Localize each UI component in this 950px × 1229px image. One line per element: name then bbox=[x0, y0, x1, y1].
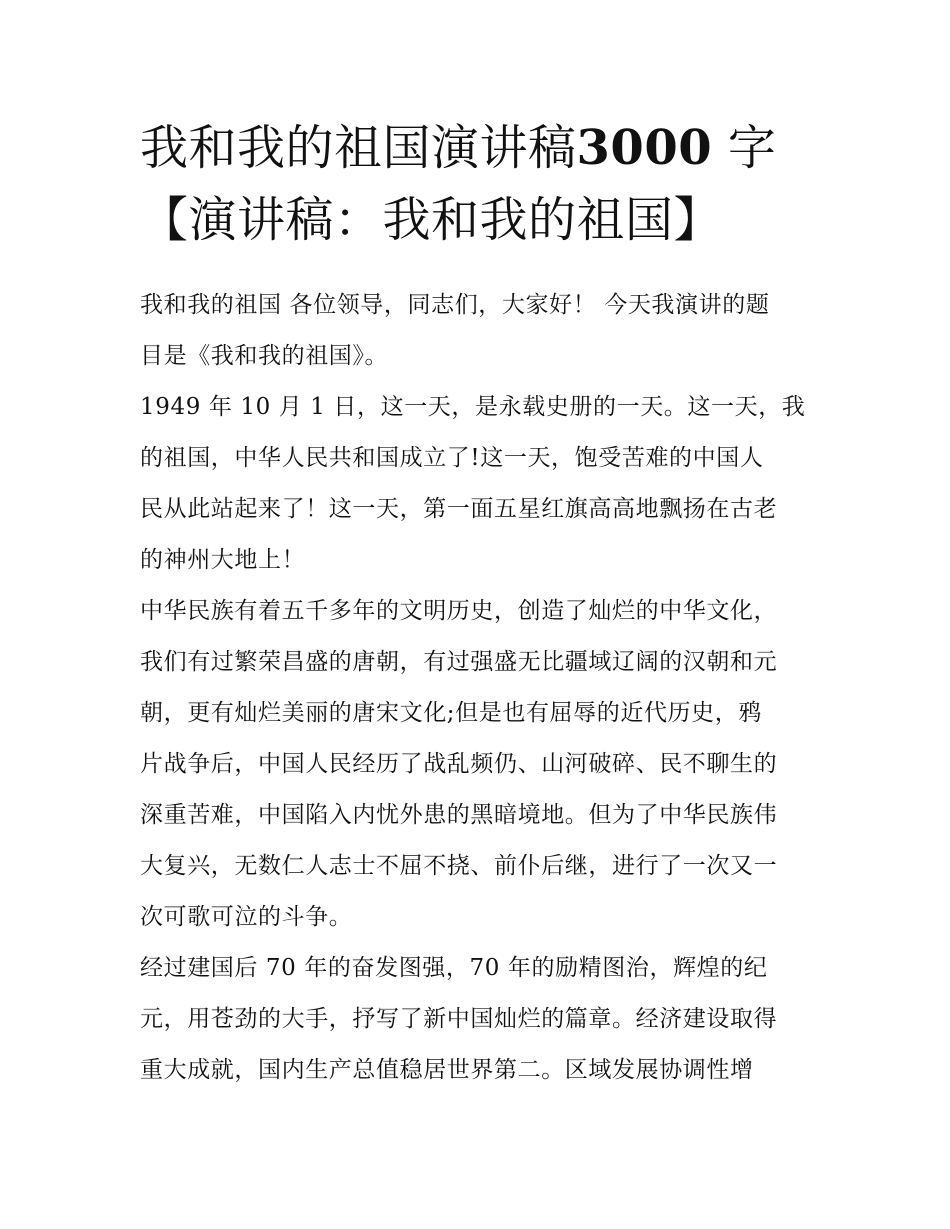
title-number: 3000 bbox=[576, 120, 713, 176]
document-title bbox=[140, 112, 820, 256]
body-line: 元，用苍劲的大手，抒写了新中国灿烂的篇章。经济建设取得 bbox=[140, 1006, 778, 1032]
body-line: 片战争后，中国人民经历了战乱频仍、山河破碎、民不聊生的 bbox=[140, 751, 778, 777]
body-line: 的神州大地上！ bbox=[140, 547, 306, 573]
body-line: 重大成就，国内生产总值稳居世界第二。区域发展协调性增 bbox=[140, 1057, 754, 1083]
body-line: 中华民族有着五千多年的文明历史，创造了灿烂的中华文化， bbox=[140, 598, 778, 624]
title-suffix: 字 bbox=[712, 120, 777, 176]
title-line-2: 【演讲稿：我和我的祖国】 bbox=[140, 192, 723, 248]
title-line-1 bbox=[140, 112, 820, 184]
body-line: 我们有过繁荣昌盛的唐朝，有过强盛无比疆域辽阔的汉朝和元 bbox=[140, 649, 778, 675]
body-line: 朝，更有灿烂美丽的唐宋文化;但是也有屈辱的近代历史，鸦 bbox=[140, 700, 762, 726]
title-main-text: 我和我的祖国演讲稿 bbox=[140, 120, 577, 176]
body-line: 次可歌可泣的斗争。 bbox=[140, 904, 353, 930]
body-line: 民从此站起来了！这一天，第一面五星红旗高高地飘扬在古老 bbox=[140, 496, 778, 522]
body-line: 的祖国，中华人民共和国成立了!这一天，饱受苦难的中国人 bbox=[140, 445, 764, 471]
body-line: 目是《我和我的祖国》。 bbox=[140, 343, 389, 369]
body-line: 大复兴，无数仁人志士不屈不挠、前仆后继，进行了一次又一 bbox=[140, 853, 778, 879]
body-line: 深重苦难，中国陷入内忧外患的黑暗境地。但为了中华民族伟 bbox=[140, 802, 778, 828]
body-line: 1949 年 10 月 1 日，这一天，是永载史册的一天。这一天，我 bbox=[140, 394, 806, 420]
document-body bbox=[140, 280, 820, 1096]
body-line: 经过建国后 70 年的奋发图强，70 年的励精图治，辉煌的纪 bbox=[140, 955, 768, 981]
body-line: 我和我的祖国 各位领导，同志们，大家好！ 今天我演讲的题 bbox=[140, 292, 770, 318]
